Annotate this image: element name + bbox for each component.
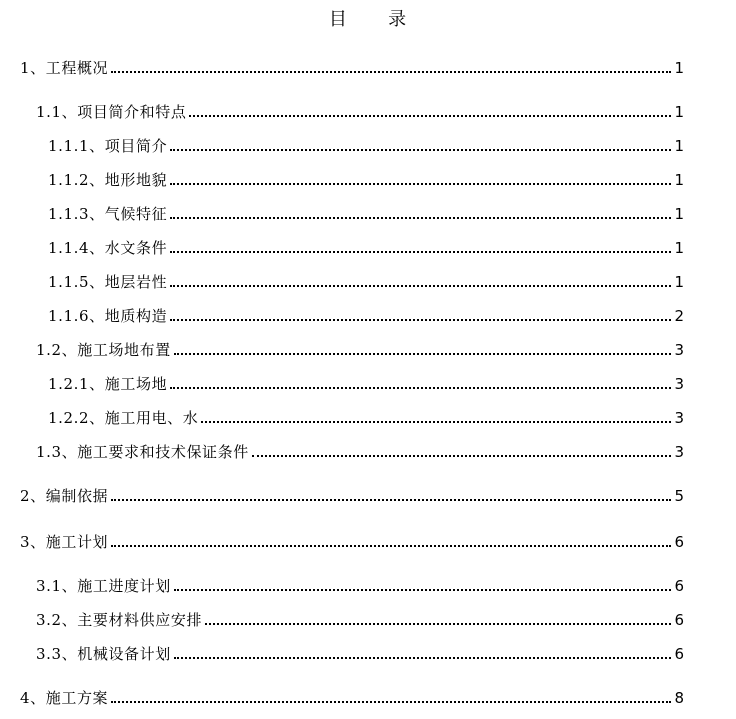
toc-page-number: 3 — [674, 341, 684, 359]
toc-dot-leader — [170, 285, 671, 287]
toc-page-number: 3 — [674, 375, 684, 393]
toc-entry-label: 2、编制依据 — [20, 487, 109, 505]
toc-entry[interactable] — [48, 374, 684, 394]
toc-entry[interactable] — [20, 532, 684, 552]
toc-dot-leader — [111, 701, 671, 703]
toc-dot-leader — [252, 455, 672, 457]
toc-entry[interactable] — [48, 136, 684, 156]
toc-dot-leader — [111, 499, 671, 501]
toc-entry-label: 3.3、机械设备计划 — [36, 645, 171, 663]
toc-dot-leader — [189, 115, 671, 117]
toc-entry[interactable] — [48, 238, 684, 258]
toc-dot-leader — [170, 387, 671, 389]
toc-dot-leader — [174, 589, 672, 591]
toc-entry[interactable] — [36, 644, 684, 664]
toc-page-number: 6 — [674, 533, 684, 551]
toc-page-number: 1 — [674, 171, 684, 189]
toc-entry-label: 3、施工计划 — [20, 533, 109, 551]
toc-page-number: 1 — [674, 273, 684, 291]
toc-entry-label: 4、施工方案 — [20, 689, 109, 707]
toc-page-number: 3 — [674, 443, 684, 461]
toc-entry[interactable] — [48, 272, 684, 292]
toc-dot-leader — [170, 217, 671, 219]
toc-entry-label: 3.2、主要材料供应安排 — [36, 611, 203, 629]
toc-entry[interactable] — [48, 408, 684, 428]
toc-entry[interactable] — [20, 58, 684, 78]
toc-dot-leader — [205, 623, 671, 625]
toc-dot-leader — [174, 657, 672, 659]
toc-entry-label: 1.2.2、施工用电、水 — [48, 409, 199, 427]
toc-page-number: 5 — [674, 487, 684, 505]
toc-entry[interactable] — [20, 688, 684, 708]
toc-page-number: 2 — [674, 307, 684, 325]
toc-page-number: 6 — [674, 577, 684, 595]
toc-page-number: 1 — [674, 239, 684, 257]
toc-entry[interactable] — [48, 204, 684, 224]
toc-entry[interactable] — [48, 306, 684, 326]
toc-entry[interactable] — [36, 576, 684, 596]
toc-entry-label: 1.1、项目简介和特点 — [36, 103, 187, 121]
toc-page-number: 8 — [674, 689, 684, 707]
toc-entry-label: 1.1.5、地层岩性 — [48, 273, 168, 291]
toc-entry[interactable] — [48, 170, 684, 190]
toc-entry[interactable] — [36, 340, 684, 360]
toc-entry-label: 1.2、施工场地布置 — [36, 341, 171, 359]
toc-dot-leader — [111, 545, 671, 547]
toc-page-number: 3 — [674, 409, 684, 427]
toc-entry-label: 1.2.1、施工场地 — [48, 375, 168, 393]
toc-page-number: 1 — [674, 137, 684, 155]
toc-entry-label: 1、工程概况 — [20, 59, 109, 77]
toc-entry[interactable] — [36, 102, 684, 122]
toc-entry-label: 1.1.4、水文条件 — [48, 239, 168, 257]
toc-dot-leader — [111, 71, 671, 73]
toc-entry-label: 1.1.6、地质构造 — [48, 307, 168, 325]
toc-page-number: 6 — [674, 645, 684, 663]
toc-dot-leader — [170, 183, 671, 185]
toc-entry-label: 3.1、施工进度计划 — [36, 577, 171, 595]
toc-entry-label: 1.1.3、气候特征 — [48, 205, 168, 223]
toc-dot-leader — [170, 319, 671, 321]
toc-entry-label: 1.1.2、地形地貌 — [48, 171, 168, 189]
toc-dot-leader — [170, 251, 671, 253]
toc-entry[interactable] — [36, 442, 684, 462]
toc-dot-leader — [174, 353, 672, 355]
toc-entry-label: 1.1.1、项目简介 — [48, 137, 168, 155]
toc-entry-label: 1.3、施工要求和技术保证条件 — [36, 443, 249, 461]
toc-entry[interactable] — [20, 486, 684, 506]
toc-entry[interactable] — [36, 610, 684, 630]
toc-page-number: 1 — [674, 103, 684, 121]
toc-page-number: 1 — [674, 205, 684, 223]
toc-dot-leader — [201, 421, 671, 423]
toc-page-number: 6 — [674, 611, 684, 629]
toc-title: 目 录 — [328, 9, 408, 30]
toc-page-number: 1 — [674, 59, 684, 77]
toc-dot-leader — [170, 149, 671, 151]
